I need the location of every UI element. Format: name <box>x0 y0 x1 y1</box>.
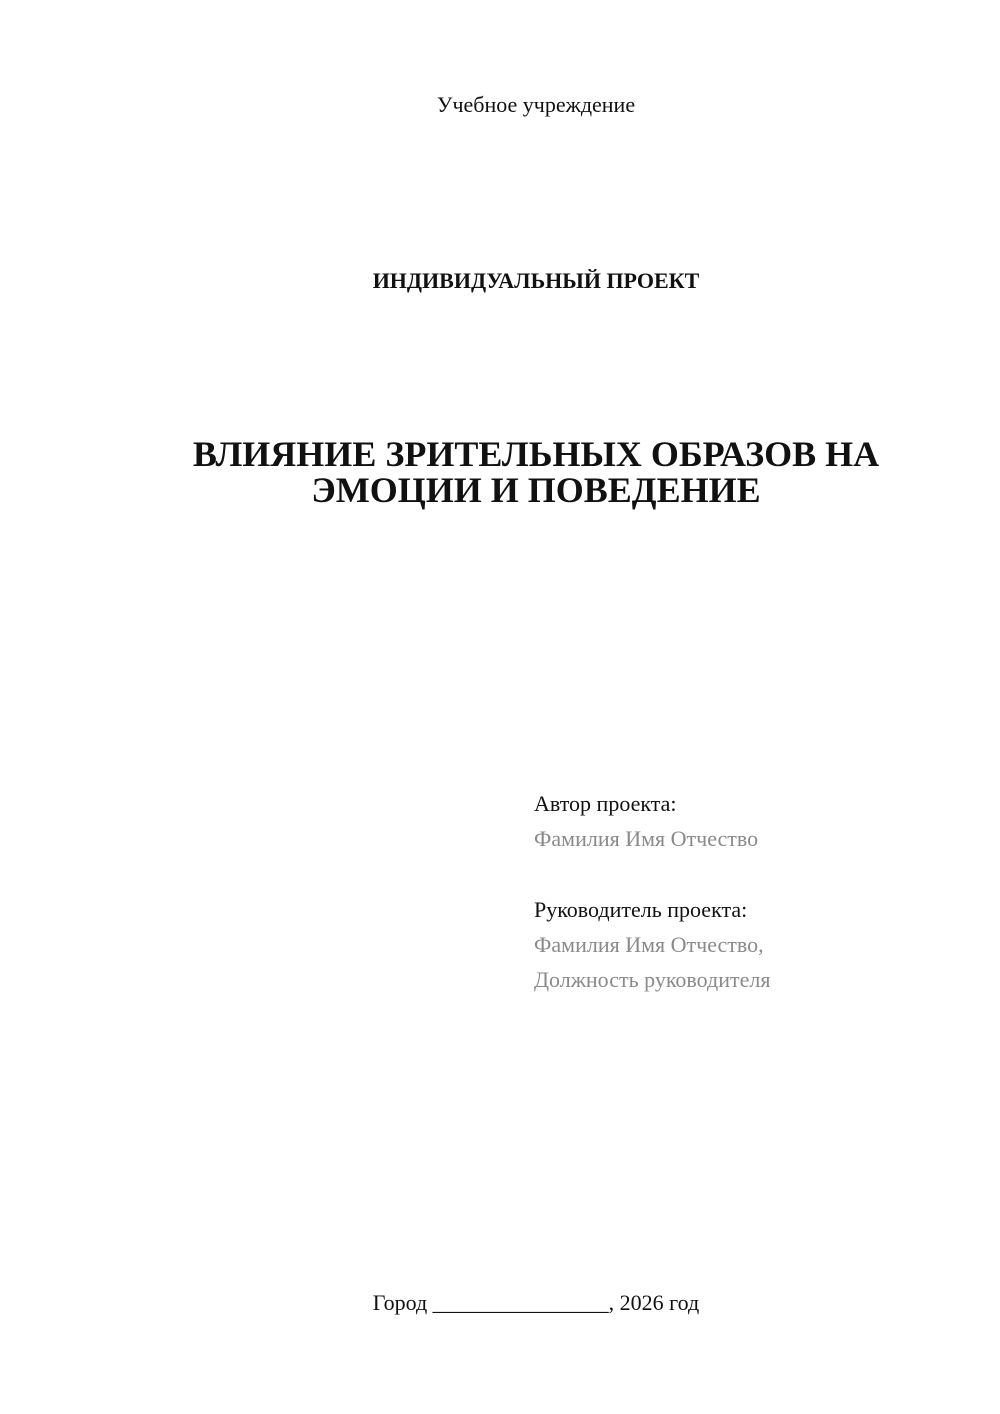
author-block <box>534 786 758 856</box>
supervisor-label: Руководитель проекта: <box>534 897 748 922</box>
project-title-line-1: ВЛИЯНИЕ ЗРИТЕЛЬНЫХ ОБРАЗОВ НА <box>192 434 880 474</box>
project-title <box>0 436 1000 508</box>
author-name: Фамилия Имя Отчество <box>534 826 759 851</box>
author-label: Автор проекта: <box>534 791 677 816</box>
institution-name: Учебное учреждение <box>436 92 636 117</box>
supervisor-position: Должность руководителя <box>534 967 771 992</box>
document-type: ИНДИВИДУАЛЬНЫЙ ПРОЕКТ <box>372 268 700 293</box>
supervisor-name: Фамилия Имя Отчество, <box>534 932 764 957</box>
supervisor-block <box>534 892 770 997</box>
city-year-footer: Город ________________, 2026 год <box>372 1290 700 1315</box>
project-title-line-2: ЭМОЦИИ И ПОВЕДЕНИЕ <box>311 470 761 510</box>
